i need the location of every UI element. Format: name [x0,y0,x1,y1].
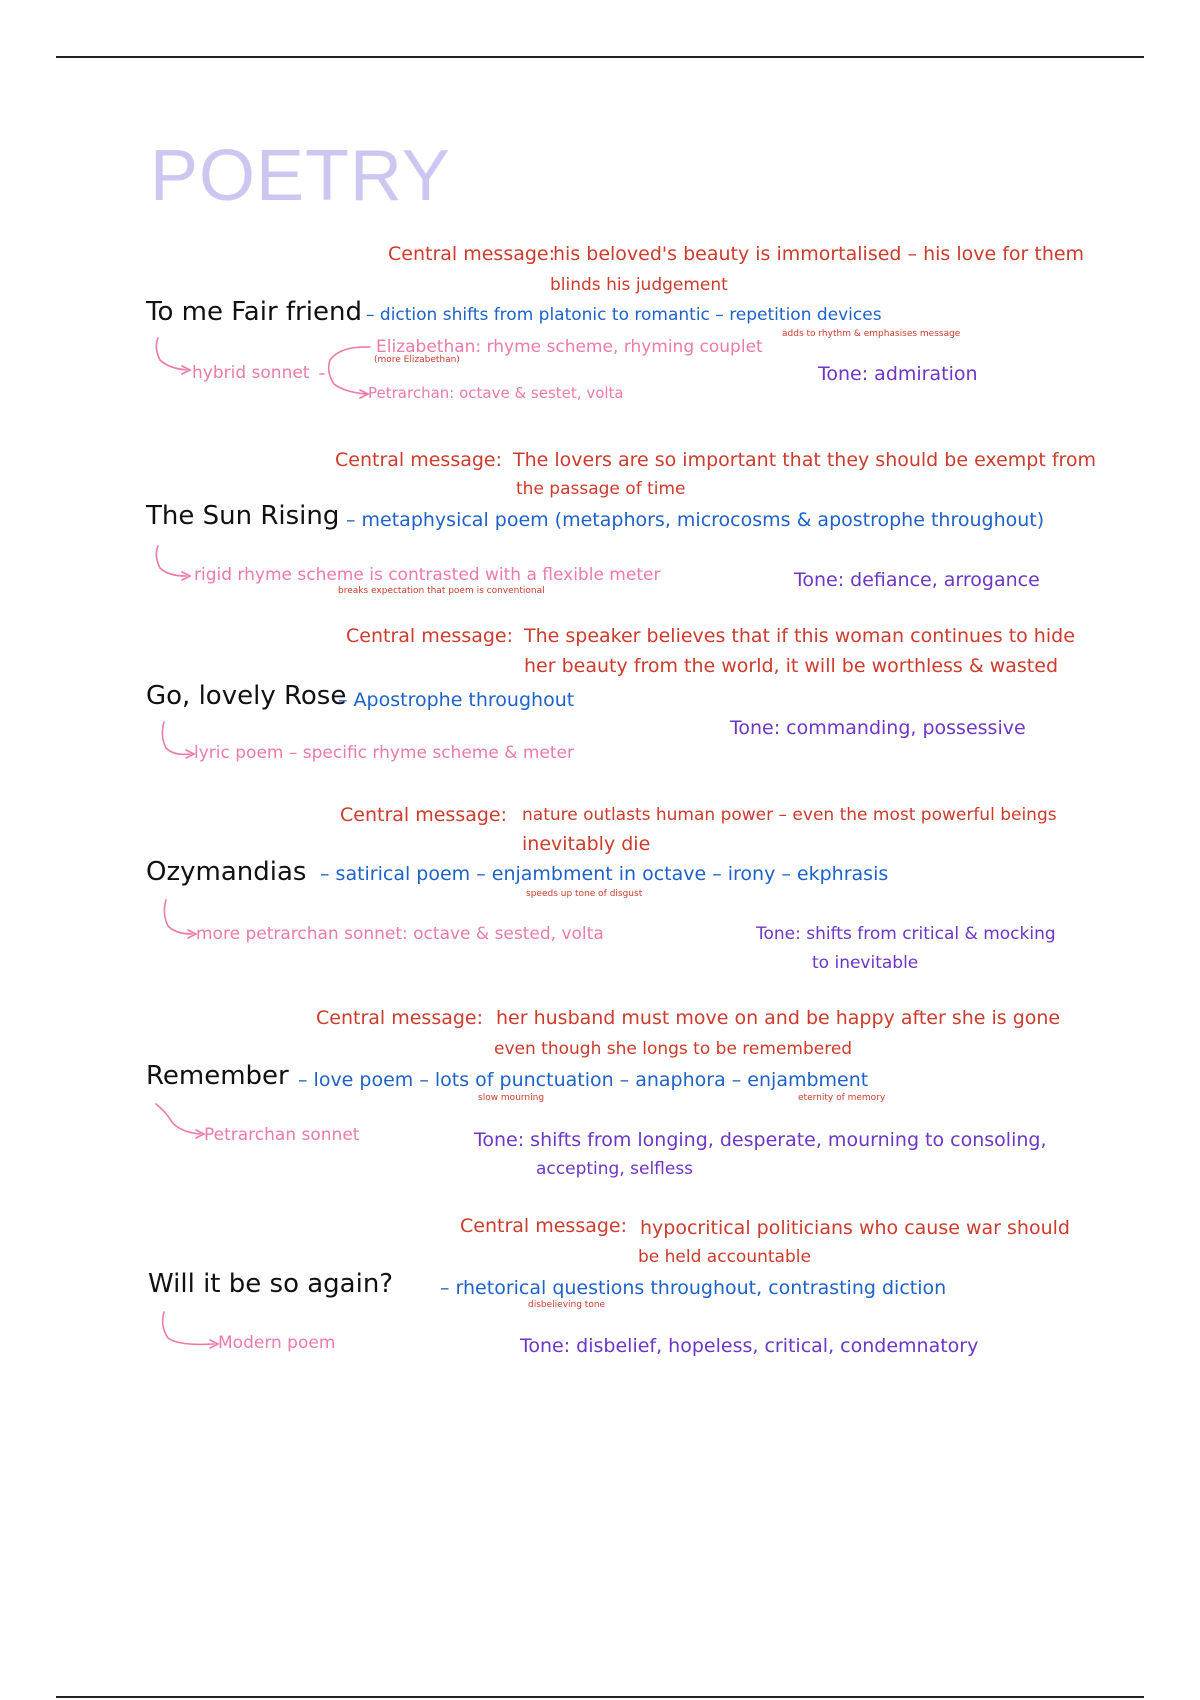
central-message-text: his beloved's beauty is immortalised – his love for them [553,243,1085,265]
form-label: hybrid sonnet [192,363,310,383]
bottom-rule [56,1696,1144,1698]
form-note: breaks expectation that poem is conventional [338,586,545,596]
central-message-text: her husband must move on and be happy after she is gone [496,1007,1061,1029]
central-message-label: Central message: [346,625,514,647]
page-title: POETRY [150,136,451,216]
poem-tone: Tone: commanding, possessive [730,717,1026,739]
form-label: Petrarchan sonnet [204,1125,360,1145]
poem-title: Remember [146,1061,289,1091]
central-message-text-2: even though she longs to be remembered [494,1039,853,1059]
poem-techniques: – satirical poem – enjambment in octave – irony – ekphrasis [320,863,889,885]
central-message-text: hypocritical politicians who cause war should [640,1217,1070,1239]
central-message-label: Central message: [460,1215,628,1237]
poem-title: Will it be so again? [148,1269,394,1299]
technique-note: slow mourning [478,1093,545,1103]
central-message-text: The lovers are so important that they should be exempt from [513,449,1097,471]
poem-techniques: – love poem – lots of punctuation – anaphora – enjambment [298,1069,869,1091]
central-message-label: Central message: [388,243,556,265]
central-message-text: The speaker believes that if this woman continues to hide [524,625,1075,647]
poem-title: To me Fair friend [146,297,362,327]
poem-tone-2: accepting, selfless [536,1159,694,1179]
poem-techniques: – Apostrophe throughout [338,689,575,711]
technique-note: disbelieving tone [528,1300,606,1310]
poem-tone: Tone: defiance, arrogance [794,569,1040,591]
technique-note: adds to rhythm & emphasises message [782,329,961,339]
central-message-label: Central message: [316,1007,484,1029]
form-label: Modern poem [218,1333,336,1353]
poem-title: Go, lovely Rose [146,681,347,711]
poem-title: The Sun Rising [146,501,340,531]
form-detail-a: Elizabethan: rhyme scheme, rhyming couplet [376,337,763,357]
poem-tone: Tone: admiration [818,363,978,385]
central-message-text-2: her beauty from the world, it will be worthless & wasted [524,655,1059,677]
poem-tone: Tone: disbelief, hopeless, critical, condemnatory [520,1335,979,1357]
technique-note-2: eternity of memory [798,1093,886,1103]
poem-tone: Tone: shifts from critical & mocking [756,924,1056,944]
central-message-label: Central message: [340,804,508,826]
form-detail-b: Petrarchan: octave & sestet, volta [368,384,624,402]
form-label: rigid rhyme scheme is contrasted with a flexible meter [194,565,661,585]
central-message-text: nature outlasts human power – even the most powerful beings [522,805,1057,825]
central-message-text-2: inevitably die [522,833,651,855]
form-label: more petrarchan sonnet: octave & sested, volta [196,924,604,944]
poem-techniques: – diction shifts from platonic to romantic – repetition devices [366,305,882,325]
central-message-text-2: the passage of time [516,479,686,499]
central-message-text-2: be held accountable [638,1247,811,1267]
poem-techniques: – rhetorical questions throughout, contrasting diction [440,1277,947,1299]
poem-title: Ozymandias [146,857,307,887]
form-detail-a-note: (more Elizabethan) [374,355,460,365]
poem-techniques: – metaphysical poem (metaphors, microcosms & apostrophe throughout) [346,509,1045,531]
poem-tone: Tone: shifts from longing, desperate, mourning to consoling, [474,1129,1047,1151]
central-message-text-2: blinds his judgement [550,275,728,295]
top-rule [56,56,1144,58]
central-message-label: Central message: [335,449,503,471]
technique-note: speeds up tone of disgust [526,889,643,899]
form-label: lyric poem – specific rhyme scheme & meter [194,743,575,763]
poem-tone-2: to inevitable [812,953,919,973]
